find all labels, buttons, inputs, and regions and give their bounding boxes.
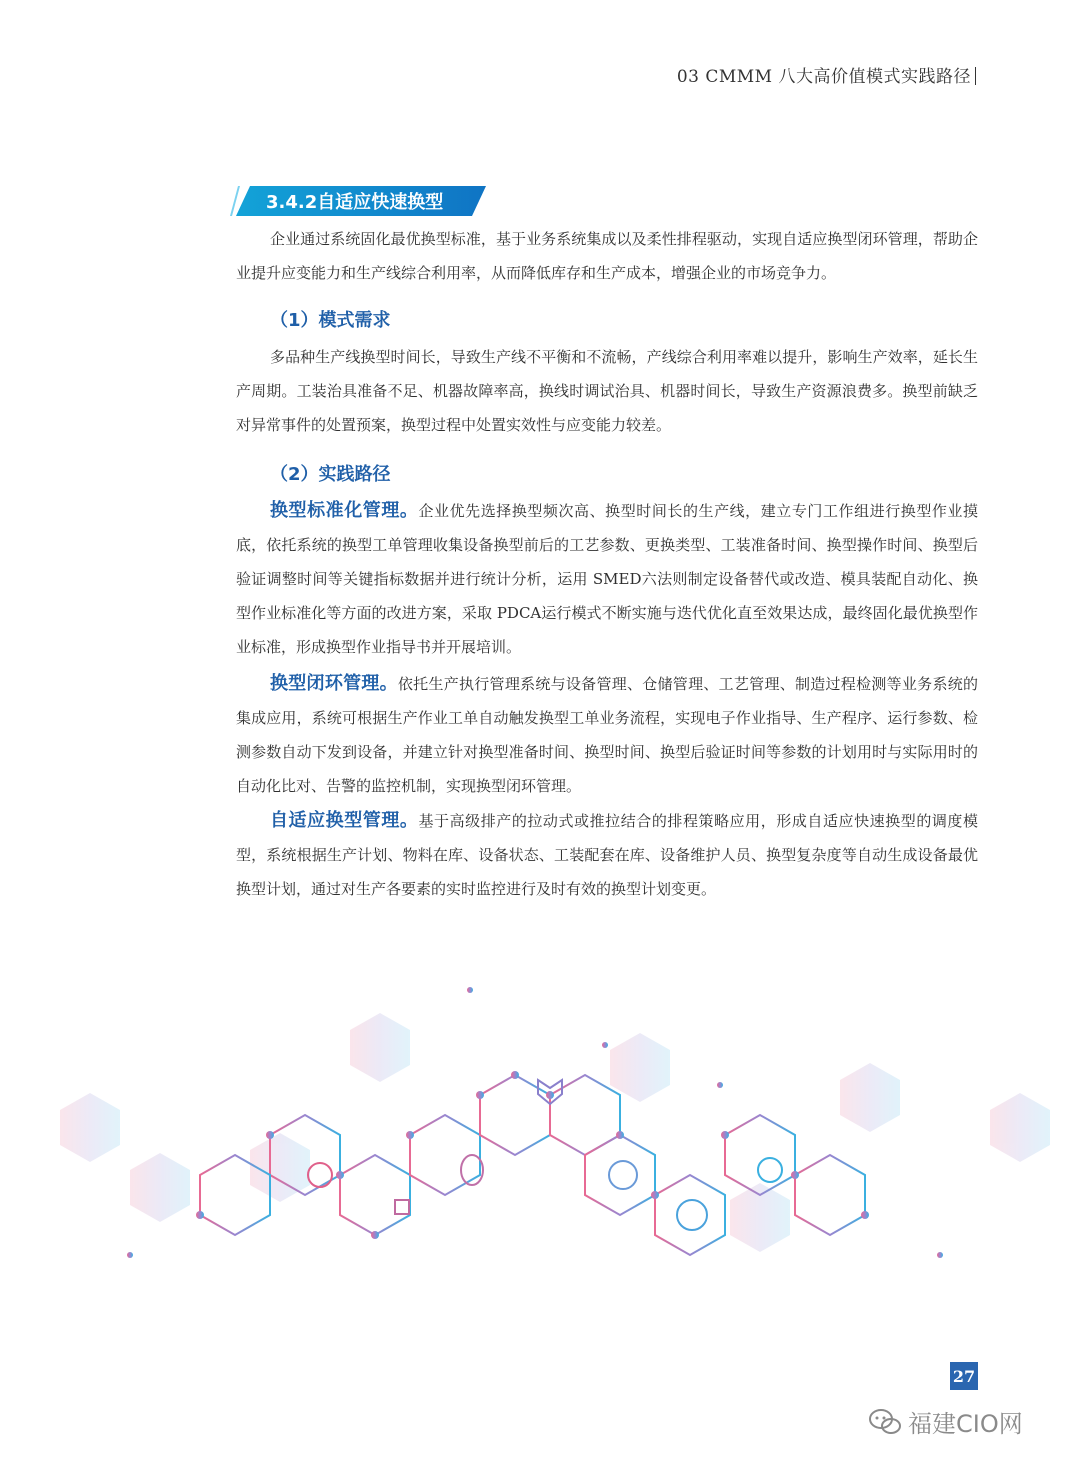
section-title-banner [236,186,486,216]
running-header [677,62,976,87]
hexagon-decoration [0,960,1080,1400]
path-item-closed-loop [236,667,978,803]
path-item-standardization [236,494,978,664]
path-item-text: 基于高级排产的拉动式或推拉结合的排程策略应用，形成自适应快速换型的调度模型，系统根据生产计划、物料在库、设备状态、工装配套在库、设备维护人员、换型复杂度等自动生成设备最优换型计划，通过对生产各要素的实时监控进行及时有效的换型计划变更。 [236,812,978,898]
hexagon-icons [308,1080,782,1230]
section-title: 3.4.2自适应快速换型 [266,192,444,213]
watermark [868,1404,1023,1439]
path-item-lead: 换型闭环管理。 [270,673,398,694]
path-item-lead: 自适应换型管理。 [270,810,419,831]
wechat-icon [868,1408,902,1436]
page-number: 27 [950,1362,978,1390]
watermark-text: 福建CIO网 [908,1410,1023,1438]
path-item-adaptive [236,804,978,906]
path-item-text: 企业优先选择换型频次高、换型时间长的生产线，建立专门工作组进行换型作业摸底，依托系统的换型工单管理收集设备换型前后的工艺参数、更换类型、工装准备时间、换型操作时间、换型后验证调整时间等关键指标数据并进行统计分析，运用 SMED六法则制定设备替代或改造、模具装配自动化、换型作业标准化等方面的改进方案，采取 PDCA运行模式不断实施与迭代优化直至效果达成，最终固化最优换型作业标准，形成换型作业指导书并开展培训。 [236,502,978,656]
running-header-text: 03 CMMM 八大高价值模式实践路径 [676,67,971,87]
network-nodes [127,987,943,1258]
hexagon-fills [60,1013,1050,1252]
header-divider [975,67,976,85]
path-item-text: 依托生产执行管理系统与设备管理、仓储管理、工艺管理、制造过程检测等业务系统的集成应用，系统可根据生产作业工单自动触发换型工单业务流程，实现电子作业指导、生产程序、运行参数、检测参数自动下发到设备，并建立针对换型准备时间、换型时间、换型后验证时间等参数的计划用时与实际用时的自动化比对、告警的监控机制，实现换型闭环管理。 [236,675,978,795]
section-intro: 企业通过系统固化最优换型标准，基于业务系统集成以及柔性排程驱动，实现自适应换型闭环管理，帮助企业提升应变能力和生产线综合利用率，从而降低库存和生产成本，增强企业的市场竞争力。 [236,230,978,282]
demand-text: 多品种生产线换型时间长，导致生产线不平衡和不流畅，产线综合利用率难以提升，影响生产效率，延长生产周期。工装治具准备不足、机器故障率高，换线时调试治具、机器时间长，导致生产资源浪费多。换型前缺乏对异常事件的处置预案，换型过程中处置实效性与应变能力较差。 [236,348,978,434]
demand-heading: （1）模式需求 [270,310,391,331]
path-heading: （2）实践路径 [270,464,391,485]
path-item-lead: 换型标准化管理。 [270,500,419,521]
